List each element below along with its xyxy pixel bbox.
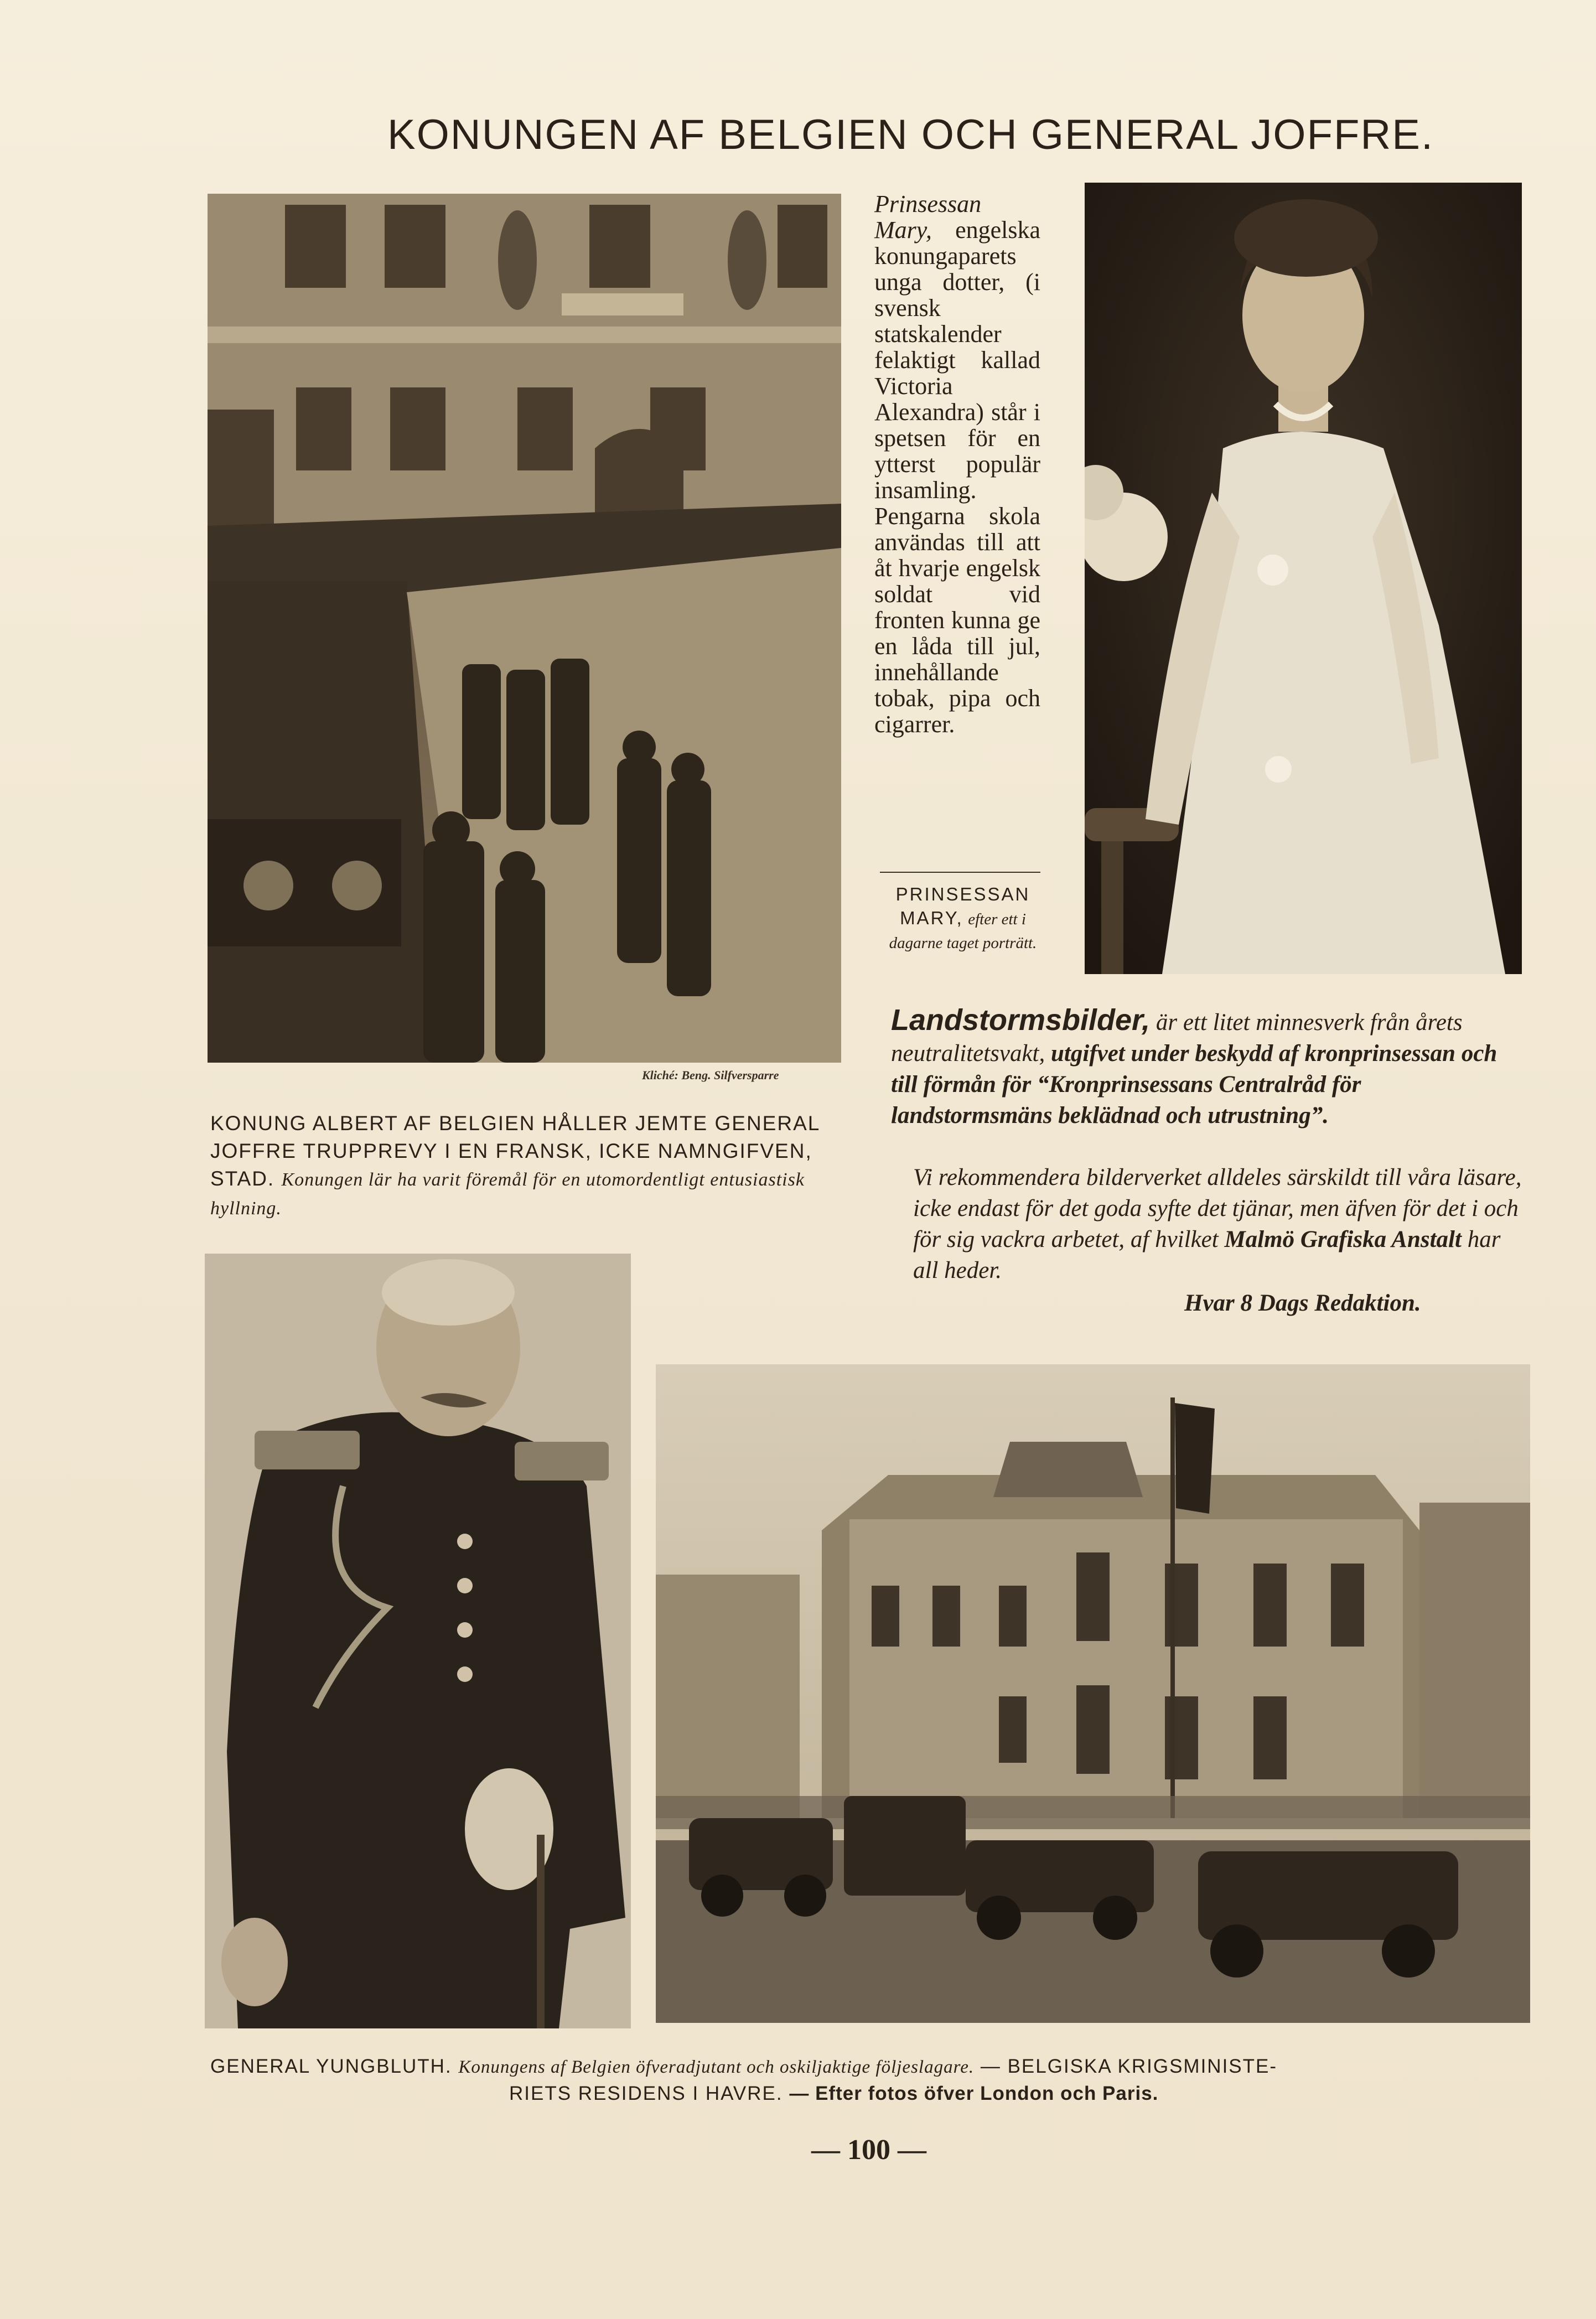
notice-bold-1: utgifvet under beskydd af kronprinsessan och till förmån för “Kronprinsessans Centralråd för landstormsmäns beklädnad och utrustning”. bbox=[891, 1041, 1497, 1129]
notice-recommendation bbox=[692, 1162, 1527, 1286]
photo-troop-review bbox=[208, 194, 841, 1063]
divider bbox=[880, 872, 1040, 873]
bottom-caption-line-1 bbox=[210, 2053, 1550, 2080]
photo-war-ministry-residence bbox=[656, 1364, 1530, 2023]
notice-p2-b: Malmö Grafiska Anstalt bbox=[1224, 1226, 1462, 1252]
caption-troop-review-italic: Konungen lär ha varit föremål för en utomordentligt entusiastisk hyllning. bbox=[210, 1169, 805, 1219]
caption-general-name: GENERAL YUNGBLUTH. bbox=[210, 2056, 452, 2077]
page-title: KONUNGEN AF BELGIEN OCH GENERAL JOFFRE. bbox=[387, 111, 1434, 158]
notice-signature: Hvar 8 Dags Redaktion. bbox=[1184, 1290, 1421, 1316]
sidebar-body: engelska konungaparets unga dotter, (i svensk statskalender felaktigt kallad Victoria Alexandra) står i spetsen för en ytterst populär insamling. Pengarna skola användas till att åt hvarje engelsk soldat vid fronten kunna ge en låda till jul, innehållande tobak, pipa och cigarrer. bbox=[874, 216, 1040, 738]
page-number: — 100 — bbox=[811, 2134, 926, 2166]
bottom-caption-line-2 bbox=[210, 2080, 1550, 2107]
notice-p2-c: har all heder. bbox=[913, 1226, 1501, 1283]
bottom-caption bbox=[210, 2053, 1550, 2107]
notice-landstormsbilder bbox=[891, 1005, 1527, 1131]
caption-princess-mary bbox=[880, 883, 1046, 955]
caption-photo-source: — Efter fotos öfver London och Paris. bbox=[789, 2083, 1159, 2104]
sidebar-lead: Prinsessan Mary, bbox=[874, 190, 982, 244]
notice-brand: Landstormsbilder, bbox=[891, 1003, 1151, 1037]
notice-p2-a: Vi rekommendera bilderverket alldeles särskildt till våra läsare, icke endast för det goda syfte det tjänar, men äfven för det i och för sig vackra arbetet, af hvilket bbox=[913, 1164, 1522, 1252]
caption-mary-text: efter ett i dagarne taget porträtt. bbox=[889, 910, 1037, 952]
photo-general-yungbluth bbox=[205, 1254, 631, 2028]
sidebar-princess-mary-text bbox=[874, 191, 1040, 737]
caption-ministry-b: RIETS RESIDENS I HAVRE. bbox=[509, 2083, 783, 2104]
photo-princess-mary bbox=[1085, 183, 1522, 974]
photo-credit: Kliché: Beng. Silfversparre bbox=[642, 1068, 779, 1082]
caption-ministry-a: — BELGISKA KRIGSMINISTE- bbox=[980, 2056, 1278, 2077]
caption-troop-review-caps: KONUNG ALBERT AF BELGIEN HÅLLER JEMTE GENERAL JOFFRE TRUPPREVY I EN FRANSK, ICKE NAMNGIFVEN, STAD. bbox=[210, 1112, 820, 1190]
caption-mary-name: PRINSESSAN MARY, bbox=[895, 884, 1030, 928]
caption-general-italic: Konungens af Belgien öfveradjutant och oskiljaktige följeslagare. bbox=[458, 2057, 975, 2077]
notice-text-1: är ett litet minnesverk från årets neutralitetsvakt, bbox=[891, 1010, 1463, 1067]
notice-paragraph-2 bbox=[692, 1162, 1527, 1286]
